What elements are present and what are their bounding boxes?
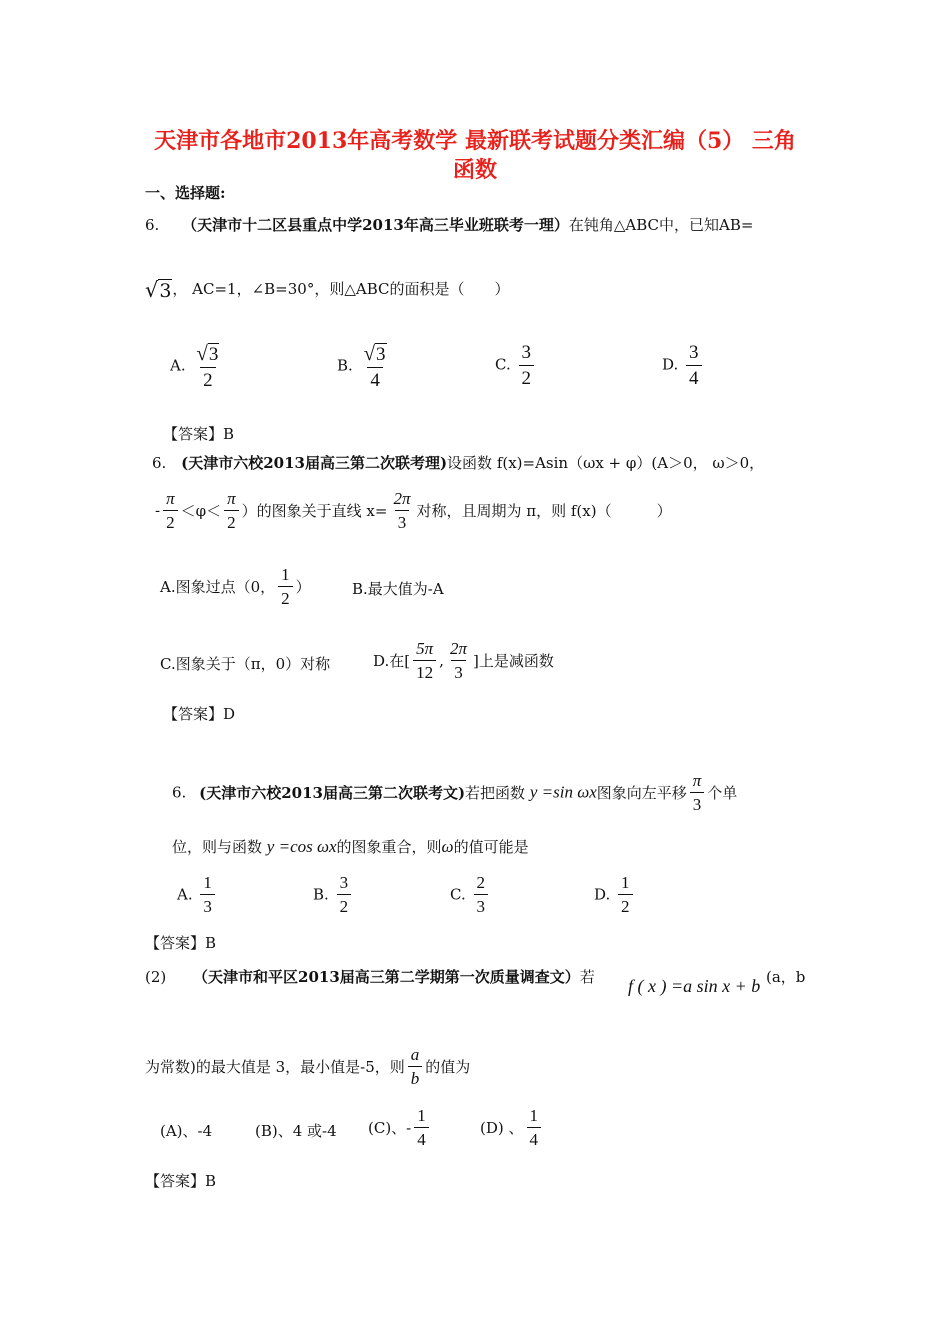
q1-option-c: C. $\frac{3}{2}$: [495, 343, 537, 388]
q2-number: 6.: [152, 454, 167, 472]
q3-line2: 位，则与函数 y =cos ωx的图象重合，则ω的值可能是: [172, 837, 529, 856]
q3-number: 6.: [172, 783, 187, 802]
q4-answer: 【答案】B: [145, 1172, 217, 1190]
q3-omega: ω: [441, 837, 454, 856]
q1-number: 6.: [145, 216, 160, 234]
q3-func1: y =sin ωx: [529, 782, 597, 802]
section-heading: 一、选择题:: [145, 184, 226, 202]
q4-option-b: (B)、4 或-4: [255, 1122, 337, 1140]
page-title-line2: 函数: [452, 157, 497, 183]
q4-option-d: (D) 、 $\frac{1}{4}$: [480, 1107, 544, 1148]
q4-number: (2): [145, 968, 167, 986]
q1-source: （天津市十二区县重点中学2013年高三毕业班联考一理）: [182, 216, 569, 234]
q4-option-c: (C)、- $\frac{1}{4}$: [368, 1107, 432, 1148]
q3-option-a: A. $\frac{1}{3}$: [177, 874, 218, 915]
q1-option-d: D. $\frac{3}{4}$: [662, 343, 705, 388]
q4-line1: (2) （天津市和平区2013届高三第二学期第一次质量调查文）若: [145, 968, 595, 986]
q2-option-a: A.图象过点（0， $\frac{1}{2}$ ）: [160, 565, 311, 608]
q3-option-b: B. $\frac{3}{2}$: [313, 874, 354, 915]
q2-option-d: D.在[ $\frac{5\pi}{12}$ , $\frac{2\pi}{3}$ ]上是减函数: [373, 639, 554, 682]
q1-option-b: B. $\frac{√3}{4}$: [337, 341, 386, 391]
q1-stem-b: ， AC=1，∠B=30°，则△ABC的面积是（ ）: [172, 280, 510, 298]
q1-line2: [145, 278, 510, 302]
q3-option-d: D. $\frac{1}{2}$: [594, 874, 636, 915]
q2-line1: [152, 452, 764, 473]
q4-source: （天津市和平区2013届高三第二学期第一次质量调查文）: [193, 968, 580, 986]
q1-option-a: A. $\frac{√3}{2}$: [170, 341, 219, 391]
q2-stem-a: 设函数 f(x)=Asin（ωx + φ）(A＞0， ω＞0，: [447, 454, 765, 472]
q1-answer: 【答案】B: [163, 425, 235, 443]
q2-option-c: C.图象关于（π，0）对称: [160, 655, 331, 673]
q4-formula: f ( x ) =a sin x + b: [628, 976, 761, 996]
q2-option-b: B.最大值为-A: [352, 580, 444, 598]
q1-stem-a: 在钝角△ABC中，已知AB=: [568, 216, 754, 234]
page-title-line1: 天津市各地市2013年高考数学 最新联考试题分类汇编（5） 三角: [154, 128, 796, 154]
q1-sqrt: √3: [145, 278, 172, 302]
q3-line1: 6. (天津市六校2013届高三第二次联考文)若把函数 y =sin ωx图象向左平移 $\frac{\pi}{3}$ 个单: [172, 771, 738, 814]
q4-option-a: (A)、-4: [160, 1122, 213, 1140]
q4-line2: 为常数)的最大值是 3，最小值是-5，则 $\frac{a}{b}$ 的值为: [145, 1045, 471, 1088]
q3-answer: 【答案】B: [145, 934, 217, 952]
q2-source: (天津市六校2013届高三第二次联考理): [181, 454, 448, 472]
q2-answer: 【答案】D: [163, 705, 236, 723]
q3-func2: y =cos ωx: [266, 837, 337, 856]
q3-option-c: C. $\frac{2}{3}$: [450, 874, 491, 915]
q2-line2: - $\frac{\pi}{2}$ ＜φ＜ $\frac{\pi}{2}$ ）的图象关于直线 x= $\frac{2\pi}{3}$ 对称，且周期为 π，则 f(x)（ ）: [155, 489, 672, 532]
q1-line1: [145, 214, 753, 235]
q3-source: (天津市六校2013届高三第二次联考文): [199, 784, 466, 802]
q4-stem-b: (a，b: [766, 968, 806, 986]
